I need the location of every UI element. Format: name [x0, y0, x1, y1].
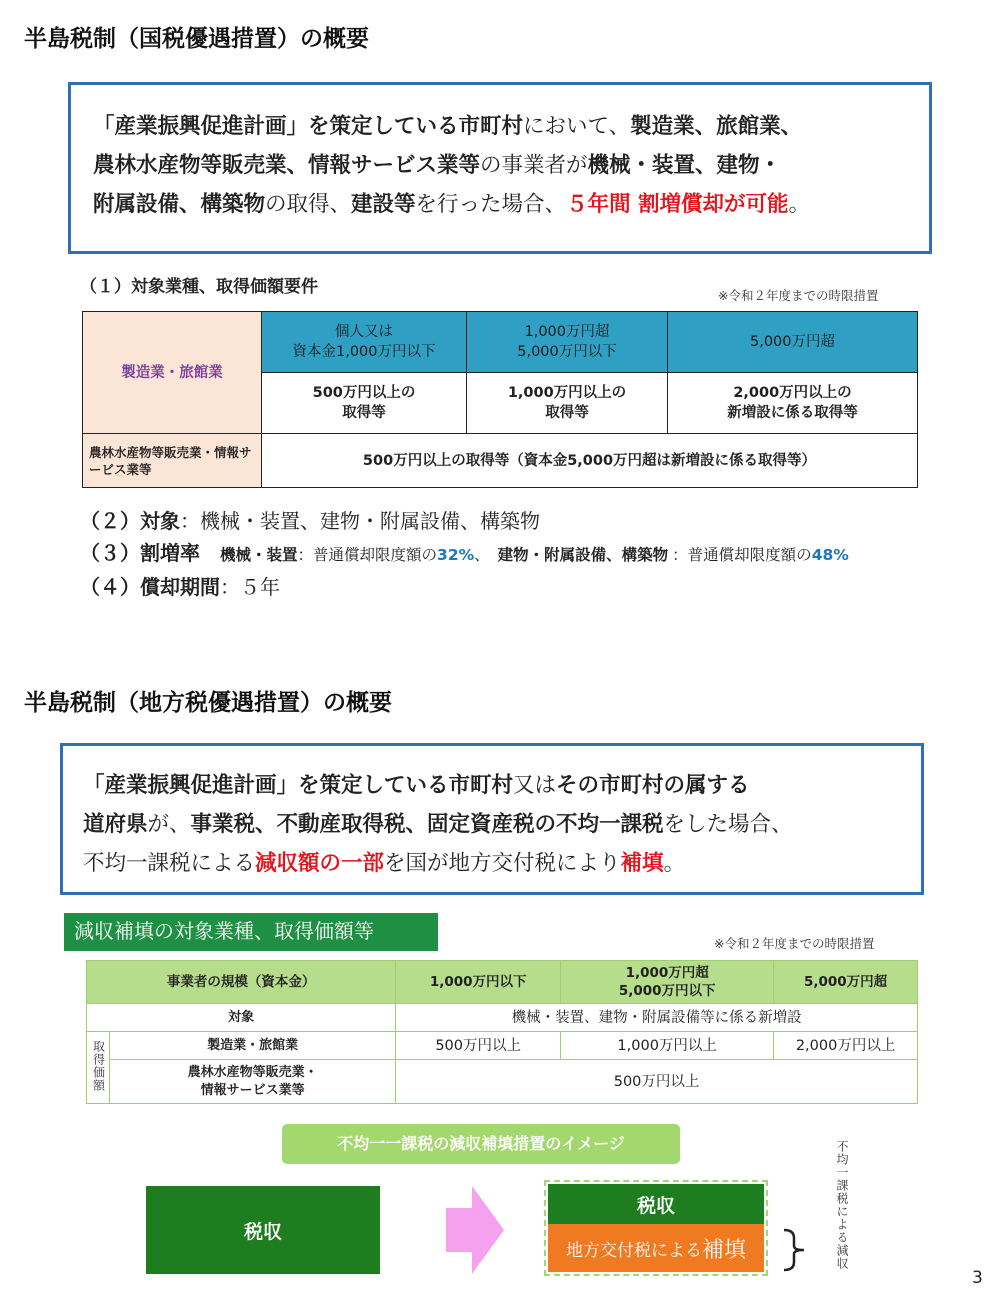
text-connector: において、	[523, 114, 631, 139]
section1-summary-box	[68, 82, 932, 254]
col-head-small-line2: 資本金1,000万円以下	[292, 344, 436, 360]
section2-compensation-table	[86, 960, 918, 1104]
t2-r1-v3: 2,000万円以上	[774, 1032, 918, 1060]
page-number: 3	[972, 1268, 983, 1288]
text-industries2: 農林水産物等販売業、情報サービス業等	[93, 153, 481, 178]
text-industries: 製造業、旅館業、	[630, 114, 803, 139]
section1-requirements-table	[82, 311, 918, 488]
value-medium	[467, 373, 668, 434]
value-medium-line1: 1,000万円以上の	[507, 385, 627, 401]
text2-compensate: 補填	[620, 851, 664, 876]
t2-head-medium-line2: 5,000万円以下	[618, 983, 716, 999]
item-rate-text2: ：普通償却限度額の	[672, 546, 812, 564]
tax-revenue-after: 税収	[548, 1184, 764, 1224]
text2-prefecture: 道府県	[83, 812, 148, 837]
text2-by-state: を国が地方交付税により	[384, 851, 621, 876]
t2-r2-label-line1: 農林水産物等販売業・	[187, 1064, 318, 1080]
image-banner: 不均一一課税の減収補填措置のイメージ	[282, 1124, 680, 1164]
t2-r2-v: 500万円以上	[396, 1060, 918, 1104]
text-connector3: の取得、	[265, 192, 352, 217]
value-large-line1: 2,000万円以上の	[733, 385, 852, 401]
t2-target-value: 機械・装置、建物・附属設備等に係る新増設	[396, 1004, 918, 1032]
compensation-highlight: 補填	[701, 1237, 746, 1263]
t2-r2-label	[110, 1060, 396, 1104]
tax-revenue-before: 税収	[146, 1186, 380, 1274]
section1-title: 半島税制（国税優遇措置）の概要	[24, 26, 369, 52]
t2-head-medium	[561, 961, 774, 1004]
t2-r1-v2: 1,000万円以上	[561, 1032, 774, 1060]
text2-reduction: 減収額の一部	[255, 851, 385, 876]
t2-head-large: 5,000万円超	[774, 961, 918, 1004]
right-arrow-icon	[446, 1186, 504, 1274]
text-connector4: を行った場合、	[415, 192, 567, 217]
value-agri-info: 500万円以上の取得等（資本金5,000万円超は新増設に係る取得等）	[262, 434, 918, 488]
text2-by-uneven: 不均一課税による	[83, 851, 256, 876]
t2-head-small: 1,000万円以下	[396, 961, 561, 1004]
section2-banner: 減収補填の対象業種、取得価額等	[64, 913, 438, 951]
value-small	[262, 373, 467, 434]
value-medium-line2: 取得等	[545, 405, 589, 421]
value-large	[668, 373, 918, 434]
brace-icon	[782, 1228, 808, 1272]
item-rate-machinery: 機械・装置	[220, 546, 298, 564]
col-head-medium-line1: 1,000万円超	[524, 324, 610, 340]
text2-connector: 又は	[513, 773, 557, 798]
text-connector2: の事業者が	[480, 153, 588, 178]
section2-summary-box	[60, 743, 924, 895]
section1-summary-line2	[93, 146, 929, 185]
section2-summary-line1	[83, 766, 921, 805]
compensation-block	[548, 1224, 764, 1272]
row-head-manufacturing: 製造業・旅館業	[83, 312, 262, 434]
t2-side-label	[87, 1032, 110, 1104]
item-rate-sep: 、	[474, 546, 490, 564]
item-target	[80, 505, 849, 537]
reduction-vertical-label: 不均一課税による減収	[835, 1140, 849, 1270]
text2-belongs: その市町村の属する	[556, 773, 750, 798]
item-rate-48: 48%	[811, 546, 849, 564]
section2-summary-line2	[83, 805, 921, 844]
text-assets: 機械・装置、建物・	[587, 153, 782, 178]
col-head-small	[262, 312, 467, 373]
t2-r2-label-line2: 情報サービス業等	[200, 1082, 305, 1098]
item-rate-32: 32%	[437, 546, 475, 564]
section1-summary-line1	[93, 107, 929, 146]
row-head-agri-info: 農林水産物等販売業・情報サービス業等	[83, 434, 262, 488]
col-head-small-line1: 個人又は	[335, 324, 393, 340]
t2-head-medium-line1: 1,000万円超	[625, 965, 709, 981]
section1-subheading: （１）対象業種、取得価額要件	[80, 277, 318, 297]
item-period	[80, 571, 849, 603]
value-small-line1: 500万円以上の	[312, 385, 416, 401]
text2-plan-municipality: 「産業振興促進計画」を策定している市町村	[83, 773, 514, 798]
t2-target-label: 対象	[87, 1004, 396, 1032]
t2-head-scale: 事業者の規模（資本金）	[87, 961, 396, 1004]
text-highlight-5years: ５年間 割増償却が可能	[566, 192, 789, 217]
t2-side-text: 取得価額	[91, 1039, 106, 1092]
item-rate-label: （３）割増率	[80, 541, 200, 565]
section2-summary-line3	[83, 844, 921, 883]
text-plan-municipality: 「産業振興促進計画」を策定している市町村	[93, 114, 524, 139]
value-large-line2: 新増設に係る取得等	[727, 405, 858, 421]
text2-connector2: が、	[147, 812, 191, 837]
section2-note: ※令和２年度までの時限措置	[714, 936, 875, 951]
section1-note: ※令和２年度までの時限措置	[718, 288, 879, 303]
text2-connector3: をした場合、	[663, 812, 793, 837]
item-target-label: （２）対象	[80, 509, 180, 533]
text-period: 。	[788, 192, 811, 217]
value-small-line2: 取得等	[342, 405, 386, 421]
item-period-text: ：５年	[220, 575, 280, 599]
section2-title: 半島税制（地方税優遇措置）の概要	[24, 690, 392, 716]
item-rate-text1: ：普通償却限度額の	[297, 546, 438, 564]
compensation-text: 地方交付税による	[565, 1240, 702, 1261]
text-construction: 建設等	[351, 192, 416, 217]
item-rate-buildings: 建物・附属設備、構築物	[497, 546, 669, 564]
col-head-large: 5,000万円超	[668, 312, 918, 373]
text2-period: 。	[663, 851, 686, 876]
t2-r1-v1: 500万円以上	[396, 1032, 561, 1060]
section1-summary-line3	[93, 185, 929, 224]
item-target-text: ：機械・装置、建物・附属設備、構築物	[180, 509, 540, 533]
item-period-label: （４）償却期間	[80, 575, 220, 599]
t2-r1-label: 製造業・旅館業	[110, 1032, 396, 1060]
col-head-medium-line2: 5,000万円以下	[517, 344, 617, 360]
item-rate	[80, 537, 849, 571]
col-head-medium	[467, 312, 668, 373]
text2-taxes: 事業税、不動産取得税、固定資産税の不均一課税	[190, 812, 664, 837]
text-assets2: 附属設備、構築物	[93, 192, 266, 217]
section1-items	[80, 505, 849, 603]
